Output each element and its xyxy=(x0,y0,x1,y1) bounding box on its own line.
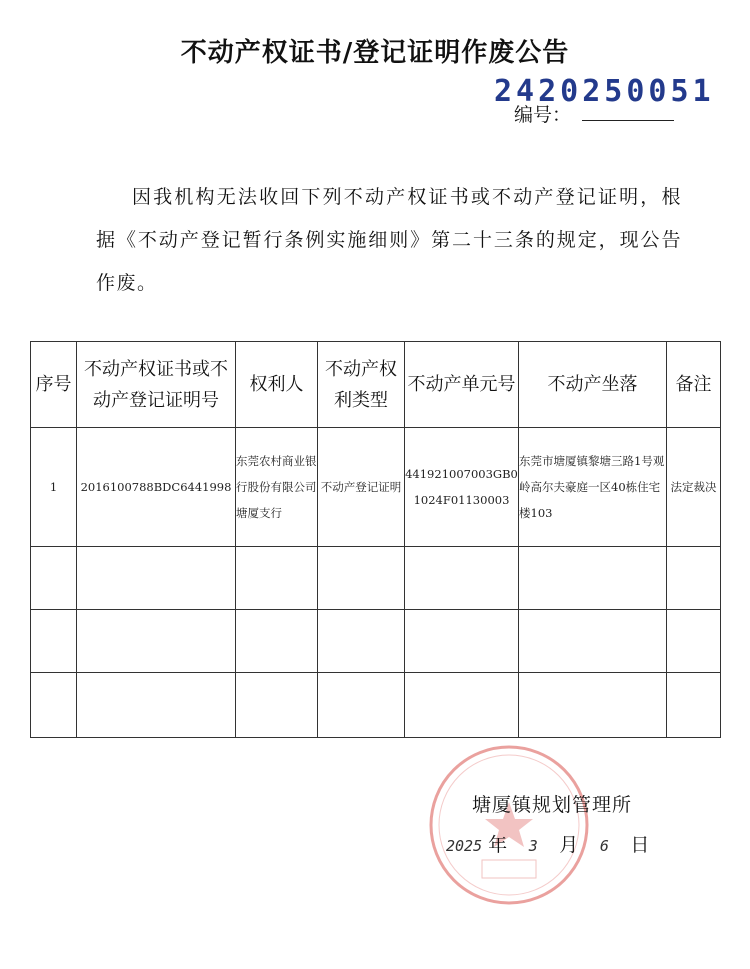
table-row-empty xyxy=(31,547,721,610)
header-holder: 权利人 xyxy=(236,342,318,428)
date-month-label: 月 xyxy=(559,834,579,856)
date-month: 3 xyxy=(528,837,538,855)
table-row xyxy=(31,428,721,547)
header-index: 序号 xyxy=(31,342,77,428)
table-header-row xyxy=(31,342,721,428)
row-holder: 东莞农村商业银行股份有限公司塘厦支行 xyxy=(236,428,318,547)
header-remark: 备注 xyxy=(667,342,721,428)
header-location: 不动产坐落 xyxy=(519,342,667,428)
row-right-type: 不动产登记证明 xyxy=(318,428,405,547)
row-remark: 法定裁决 xyxy=(667,428,721,547)
table-row-empty xyxy=(31,610,721,673)
announcement-body: 因我机构无法收回下列不动产权证书或不动产登记证明，根据《不动产登记暂行条例实施细则》第二十三条的规定，现公告作废。 xyxy=(96,186,682,294)
serial-number: 2420250051 xyxy=(494,74,715,109)
page-title: 不动产权证书/登记证明作废公告 xyxy=(180,38,570,68)
issue-date xyxy=(446,830,649,857)
voided-certificates-table xyxy=(30,341,721,738)
number-underline xyxy=(582,120,674,121)
row-cert-no: 2016100788BDC6441998 xyxy=(77,428,236,547)
row-unit-no: 441921007003GB01024F01130003 xyxy=(405,428,519,547)
date-day-label: 日 xyxy=(630,834,650,856)
date-day: 6 xyxy=(599,837,609,855)
header-cert-no: 不动产权证书或不动产登记证明号 xyxy=(77,342,236,428)
issuing-organization: 塘厦镇规划管理所 xyxy=(472,794,633,816)
number-label: 编号： xyxy=(514,104,572,126)
row-index: 1 xyxy=(31,428,77,547)
row-location: 东莞市塘厦镇黎塘三路1号观岭高尔夫豪庭一区40栋住宅楼103 xyxy=(519,428,667,547)
date-year-label: 年 xyxy=(488,834,508,856)
table-row-empty xyxy=(31,673,721,738)
date-year: 2025 xyxy=(446,837,483,855)
header-right-type: 不动产权利类型 xyxy=(318,342,405,428)
header-unit-no: 不动产单元号 xyxy=(405,342,519,428)
official-seal-icon xyxy=(426,742,592,908)
